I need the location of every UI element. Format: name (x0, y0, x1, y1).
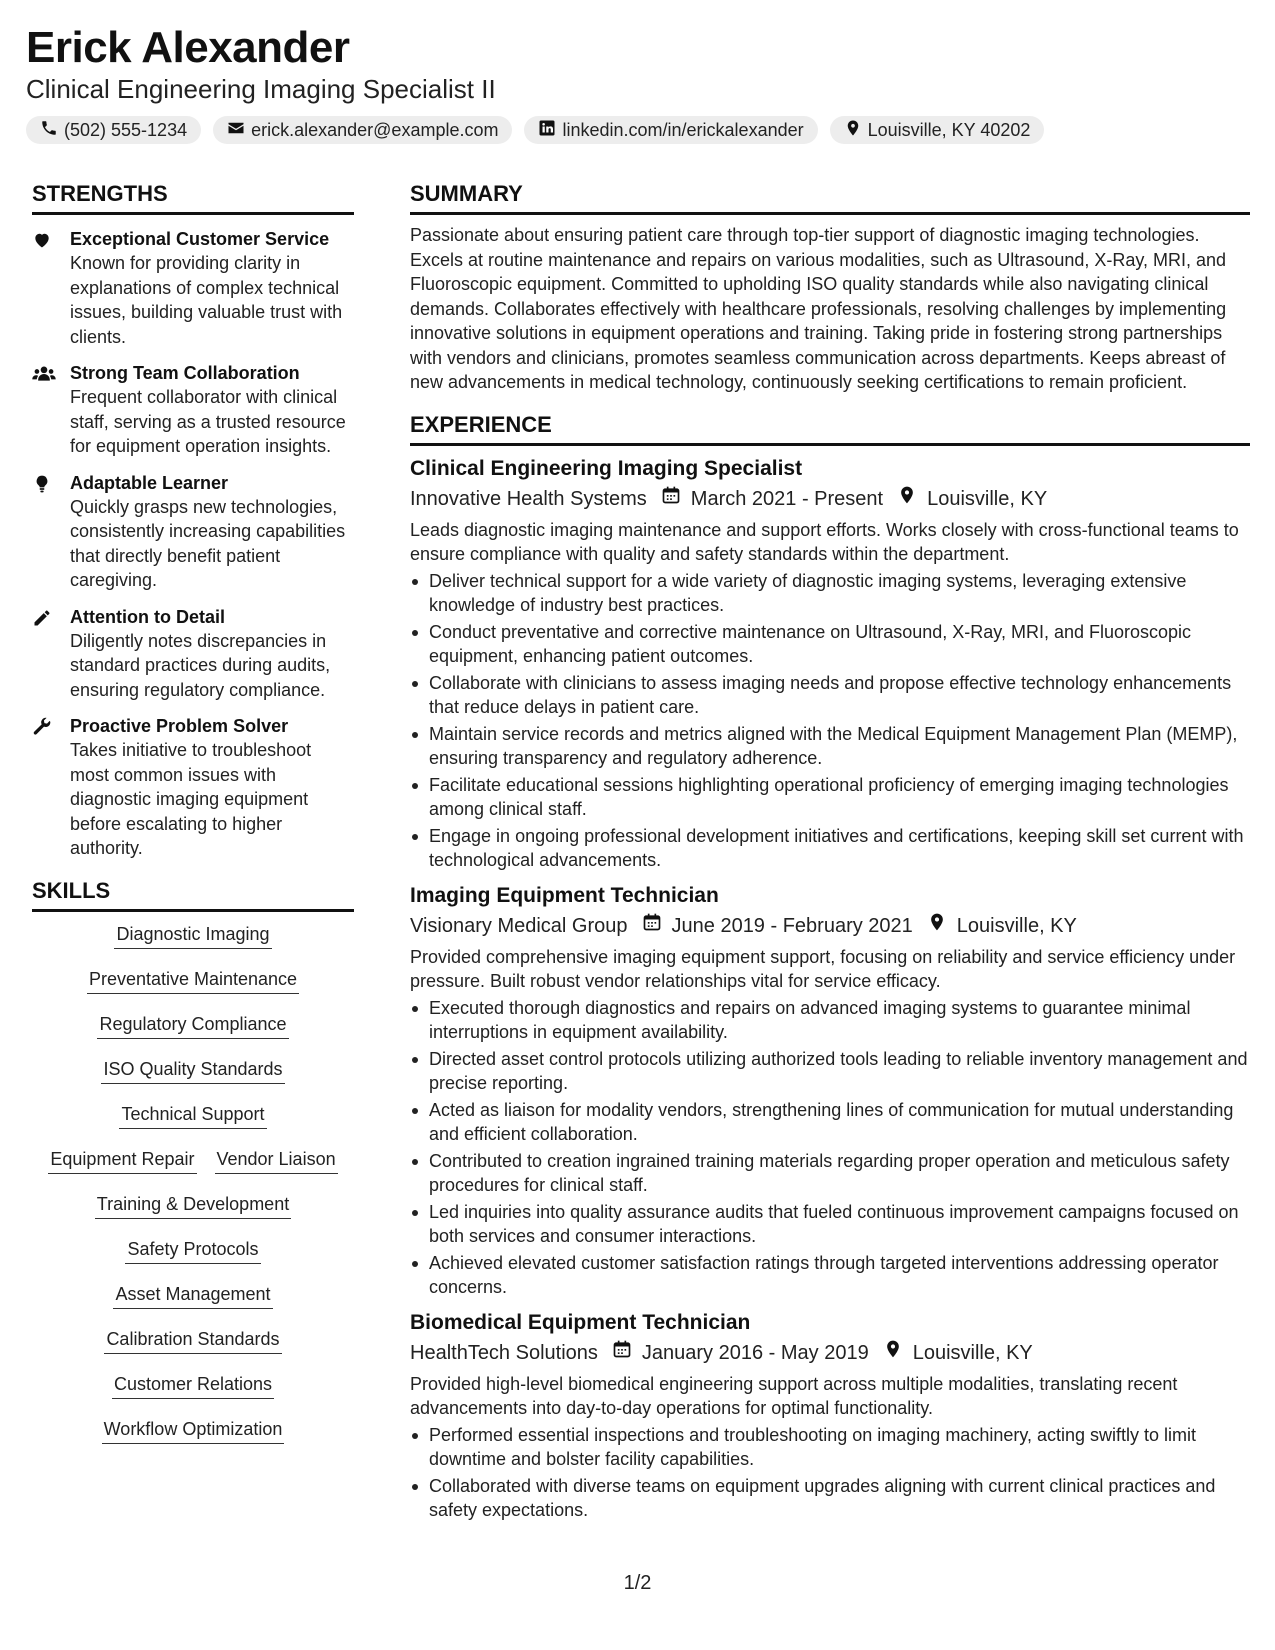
skill-tag: Safety Protocols (125, 1237, 260, 1264)
strength-title: Adaptable Learner (70, 472, 229, 493)
job-entry (410, 454, 1250, 873)
skills-heading: SKILLS (32, 875, 354, 912)
job-bullets (410, 996, 1250, 1300)
strength-desc: Quickly grasps new technologies, consistently increasing capabilities that directly benefit patient caregiving. (70, 496, 346, 590)
skill-row (32, 1372, 354, 1417)
job-company: HealthTech Solutions (410, 1341, 598, 1364)
job-description: Provided high-level biomedical engineering support across multiple modalities, translating recent advancements into day-to-day operations for optimal functionality. (410, 1373, 1178, 1418)
list-item: Facilitate educational sessions highlighting operational proficiency of emerging imaging technologies among clinical staff. (410, 773, 1250, 822)
skill-row (32, 922, 354, 967)
job-title: Biomedical Equipment Technician (410, 1310, 751, 1334)
list-item: Contributed to creation ingrained training materials regarding proper operation and meticulous safety procedures for clinical staff. (410, 1149, 1250, 1198)
map-pin-icon (883, 1338, 913, 1368)
list-item: Collaborated with diverse teams on equipment upgrades aligning with current clinical practices and safety expectations. (410, 1474, 1250, 1523)
summary-heading: SUMMARY (410, 178, 1250, 215)
contact-bar (26, 116, 1246, 144)
contact-phone-text: (502) 555-1234 (64, 119, 188, 140)
strength-item (32, 471, 354, 593)
calendar-icon (612, 1338, 642, 1368)
strength-title: Proactive Problem Solver (70, 716, 289, 736)
strength-desc: Takes initiative to troubleshoot most common issues with diagnostic imaging equipment before escalating to higher authority. (70, 740, 312, 858)
job-title: Clinical Engineering Imaging Specialist (410, 456, 803, 480)
job-dates: March 2021 - Present (690, 487, 884, 510)
list-item: Engage in ongoing professional development initiatives and certifications, keeping skill set current with technological advancements. (410, 824, 1250, 873)
skill-row (32, 1102, 354, 1147)
lightbulb-icon (32, 471, 70, 593)
skill-tag: Workflow Optimization (102, 1417, 285, 1444)
list-item: Conduct preventative and corrective maintenance on Ultrasound, X-Ray, MRI, and Fluoroscopic equipment, enhancing patient outcomes. (410, 620, 1250, 669)
job-location: Louisville, KY (956, 914, 1077, 937)
strength-item (32, 605, 354, 703)
contact-phone[interactable] (26, 116, 201, 144)
skill-tag: Vendor Liaison (215, 1147, 338, 1174)
strength-item (32, 714, 354, 861)
experience-heading: EXPERIENCE (410, 409, 1250, 446)
strength-desc: Diligently notes discrepancies in standard practices during audits, ensuring regulatory compliance. (70, 630, 331, 700)
strength-item (32, 227, 354, 349)
skill-tag: Regulatory Compliance (97, 1012, 288, 1039)
strength-title: Exceptional Customer Service (70, 229, 330, 249)
skill-tag: Calibration Standards (104, 1327, 281, 1354)
skill-row (32, 1417, 354, 1462)
job-entry (410, 881, 1250, 1300)
contact-location-text: Louisville, KY 40202 (867, 119, 1031, 140)
contact-email-text: erick.alexander@example.com (251, 119, 499, 140)
job-location: Louisville, KY (912, 1341, 1033, 1364)
list-item: Achieved elevated customer satisfaction ratings through targeted interventions addressing operator concerns. (410, 1251, 1250, 1300)
contact-linkedin[interactable] (524, 116, 817, 144)
calendar-icon (661, 484, 691, 514)
skill-tag: ISO Quality Standards (101, 1057, 284, 1084)
skill-row (32, 1012, 354, 1057)
strength-title: Strong Team Collaboration (70, 363, 300, 383)
job-bullets (410, 569, 1250, 873)
job-meta (410, 484, 1250, 514)
skill-row (32, 967, 354, 1012)
skill-row (32, 1192, 354, 1237)
skill-tag: Training & Development (95, 1192, 291, 1219)
strength-desc: Known for providing clarity in explanations of complex technical issues, building valuable trust with clients. (70, 253, 343, 347)
right-column (410, 178, 1250, 1525)
envelope-icon (227, 119, 245, 142)
list-item: Executed thorough diagnostics and repairs on advanced imaging systems to guarantee minimal interruptions in equipment availability. (410, 996, 1250, 1045)
strength-item (32, 361, 354, 459)
calendar-icon (642, 911, 672, 941)
users-icon (32, 361, 70, 459)
map-pin-icon (927, 911, 957, 941)
job-description: Provided comprehensive imaging equipment support, focusing on reliability and service efficiency under pressure. Built robust vendor relationships vital for service efficacy. (410, 946, 1236, 991)
job-bullets (410, 1423, 1250, 1523)
skill-tag: Diagnostic Imaging (114, 922, 271, 949)
map-pin-icon (844, 119, 862, 142)
job-title: Imaging Equipment Technician (410, 883, 719, 907)
contact-email[interactable] (213, 116, 512, 144)
list-item: Collaborate with clinicians to assess imaging needs and propose effective technology enhancements that reduce delays in patient care. (410, 671, 1250, 720)
job-company: Visionary Medical Group (410, 914, 628, 937)
strengths-heading: STRENGTHS (32, 178, 354, 215)
strength-desc: Frequent collaborator with clinical staff, serving as a trusted resource for equipment operation insights. (70, 387, 346, 456)
pencil-icon (32, 605, 70, 703)
list-item: Performed essential inspections and troubleshooting on imaging machinery, acting swiftly to limit downtime and bolster facility capabilities. (410, 1423, 1250, 1472)
linkedin-icon (538, 119, 556, 142)
wrench-icon (32, 714, 70, 861)
strengths-list (32, 227, 354, 861)
skill-row (32, 1057, 354, 1102)
list-item: Acted as liaison for modality vendors, strengthening lines of communication for mutual understanding and efficient collaboration. (410, 1098, 1250, 1147)
summary-text: Passionate about ensuring patient care through top-tier support of diagnostic imaging technologies. Excels at routine maintenance and repairs on various modalities, such as Ultrasound, X-Ray, MRI, and Fluoroscopic equipment. Committed to upholding ISO quality standards while also navigating clinical demands. Collaborates effectively with healthcare professionals, resolving challenges by implementing innovative solutions in equipment operations and training. Taking pride in fostering strong partnerships with vendors and clinicians, promotes seamless communication across departments. Keeps abreast of new advancements in medical technology, continuously seeking certifications to remain proficient. (410, 225, 1227, 392)
skill-tag: Technical Support (119, 1102, 266, 1129)
list-item: Deliver technical support for a wide variety of diagnostic imaging systems, leveraging extensive knowledge of industry best practices. (410, 569, 1250, 618)
list-item: Directed asset control protocols utilizing authorized tools leading to reliable inventory management and precise reporting. (410, 1047, 1250, 1096)
skills-list (32, 922, 354, 1462)
skill-row (32, 1327, 354, 1372)
job-meta (410, 1338, 1250, 1368)
skill-tag: Preventative Maintenance (87, 967, 299, 994)
candidate-name: Erick Alexander (26, 23, 350, 72)
job-location: Louisville, KY (927, 487, 1048, 510)
left-column (32, 178, 354, 1462)
job-dates: June 2019 - February 2021 (671, 914, 913, 937)
skill-tag: Equipment Repair (48, 1147, 196, 1174)
job-dates: January 2016 - May 2019 (641, 1341, 869, 1364)
list-item: Led inquiries into quality assurance audits that fueled continuous improvement campaigns focused on both services and consumer interactions. (410, 1200, 1250, 1249)
map-pin-icon (897, 484, 927, 514)
page-number: 1/2 (623, 1572, 652, 1594)
list-item: Maintain service records and metrics aligned with the Medical Equipment Management Plan (MEMP), ensuring transparency and regulatory adherence. (410, 722, 1250, 771)
skill-row (32, 1237, 354, 1282)
job-description: Leads diagnostic imaging maintenance and support efforts. Works closely with cross-functional teams to ensure compliance with quality and safety standards within the department. (410, 519, 1239, 564)
skill-row (32, 1282, 354, 1327)
phone-icon (40, 119, 58, 142)
job-entry (410, 1308, 1250, 1523)
skill-tag: Asset Management (113, 1282, 272, 1309)
skill-row (32, 1147, 354, 1192)
strength-title: Attention to Detail (70, 606, 225, 627)
job-company: Innovative Health Systems (410, 487, 647, 510)
contact-location[interactable] (830, 116, 1045, 144)
resume-header (26, 22, 1246, 144)
candidate-title: Clinical Engineering Imaging Specialist II (26, 74, 496, 104)
skill-tag: Customer Relations (112, 1372, 274, 1399)
heart-icon (32, 227, 70, 349)
contact-linkedin-text: linkedin.com/in/erickalexander (562, 119, 804, 140)
job-meta (410, 911, 1250, 941)
